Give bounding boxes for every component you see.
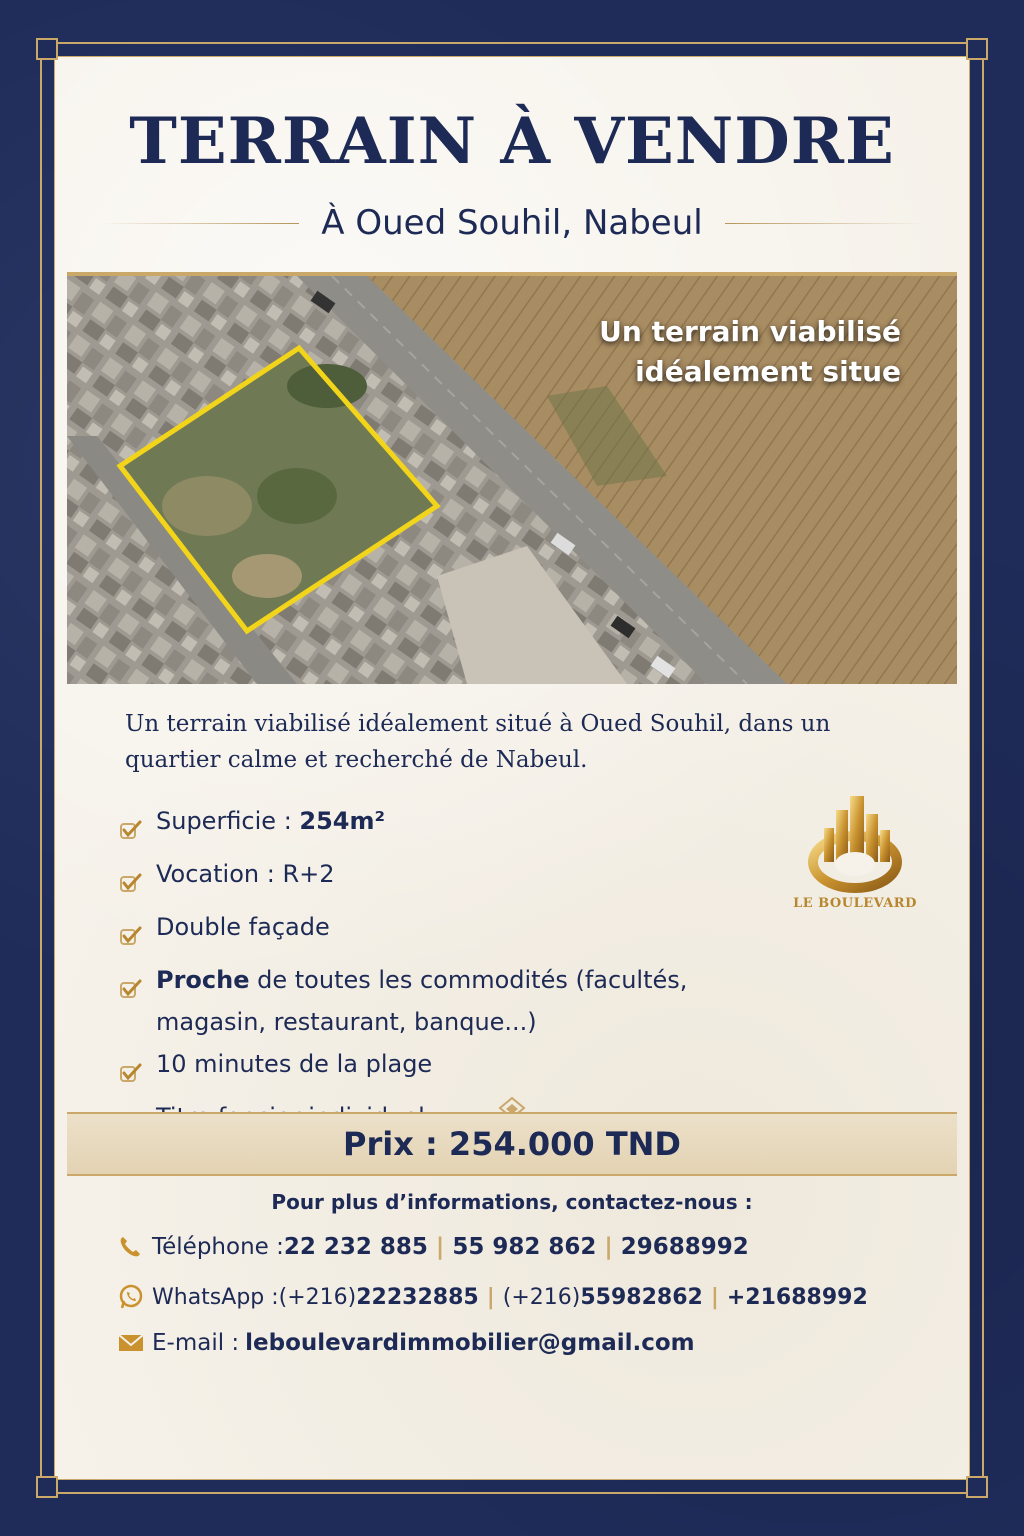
page-title: TERRAIN À VENDRE xyxy=(129,104,895,179)
check-icon xyxy=(120,1043,156,1096)
feature-text: magasin, restaurant, banque...) xyxy=(156,1008,537,1036)
whatsapp-row: WhatsApp : (+216) 22232885 | (+216) 55982862 | +21688992 xyxy=(118,1284,938,1310)
location-subtitle: À Oued Souhil, Nabeul xyxy=(321,203,703,243)
feature-bold: Proche xyxy=(156,966,250,994)
corner-ornament xyxy=(36,38,58,60)
building-logo-icon xyxy=(780,790,930,894)
check-icon xyxy=(120,853,156,906)
whatsapp-label: WhatsApp : xyxy=(152,1284,279,1310)
feature-item xyxy=(120,906,800,959)
feature-item xyxy=(120,853,800,906)
phone-row: Téléphone : 22 232 885 | 55 982 862 | 29688992 xyxy=(118,1234,938,1260)
phone-number[interactable]: 29688992 xyxy=(620,1234,749,1260)
caption-line: Un terrain viabilisé xyxy=(599,315,901,348)
email-address[interactable]: leboulevardimmobilier@gmail.com xyxy=(245,1330,695,1356)
feature-text: Double façade xyxy=(156,913,330,941)
divider-line xyxy=(100,223,299,224)
check-icon xyxy=(120,959,156,1012)
photo-caption xyxy=(481,312,901,392)
whatsapp-prefix: (+216) xyxy=(278,1284,357,1310)
contact-heading: Pour plus d’informations, contactez-nous : xyxy=(271,1190,753,1214)
feature-value: 254m² xyxy=(299,807,386,835)
feature-item xyxy=(120,959,800,1043)
whatsapp-number[interactable]: 55982862 xyxy=(580,1284,703,1310)
phone-number[interactable]: 22 232 885 xyxy=(283,1234,428,1260)
feature-list xyxy=(120,800,800,1149)
check-icon xyxy=(120,906,156,959)
logo-text: LE BOULEVARD xyxy=(793,896,917,911)
email-row xyxy=(118,1330,938,1356)
feature-text: 10 minutes de la plage xyxy=(156,1050,433,1078)
whatsapp-icon xyxy=(118,1284,152,1310)
whatsapp-prefix: (+216) xyxy=(502,1284,581,1310)
corner-ornament xyxy=(966,38,988,60)
price-banner xyxy=(67,1112,957,1176)
corner-ornament xyxy=(966,1476,988,1498)
feature-item xyxy=(120,800,800,853)
check-icon xyxy=(120,800,156,853)
brand-logo xyxy=(780,790,930,920)
corner-ornament xyxy=(36,1476,58,1498)
feature-text: Vocation : R+2 xyxy=(156,860,335,888)
subtitle-row xyxy=(100,198,924,248)
feature-text: de toutes les commodités (facultés, xyxy=(249,966,688,994)
whatsapp-number[interactable]: +21688992 xyxy=(726,1284,868,1310)
phone-label: Téléphone : xyxy=(152,1234,284,1260)
phone-number[interactable]: 55 982 862 xyxy=(452,1234,597,1260)
mail-icon xyxy=(118,1333,152,1353)
aerial-photo xyxy=(67,272,957,684)
feature-item xyxy=(120,1043,800,1096)
email-label: E-mail : xyxy=(152,1330,240,1356)
phone-icon xyxy=(118,1235,152,1259)
caption-line: idéalement situe xyxy=(635,355,901,388)
whatsapp-number[interactable]: 22232885 xyxy=(356,1284,479,1310)
divider-line xyxy=(725,223,924,224)
intro-paragraph: Un terrain viabilisé idéalement situé à Oued Souhil, dans un quartier calme et recherché de Nabeul. xyxy=(125,711,831,773)
feature-label: Superficie : xyxy=(156,807,300,835)
price-label: Prix : 254.000 TND xyxy=(343,1125,681,1163)
